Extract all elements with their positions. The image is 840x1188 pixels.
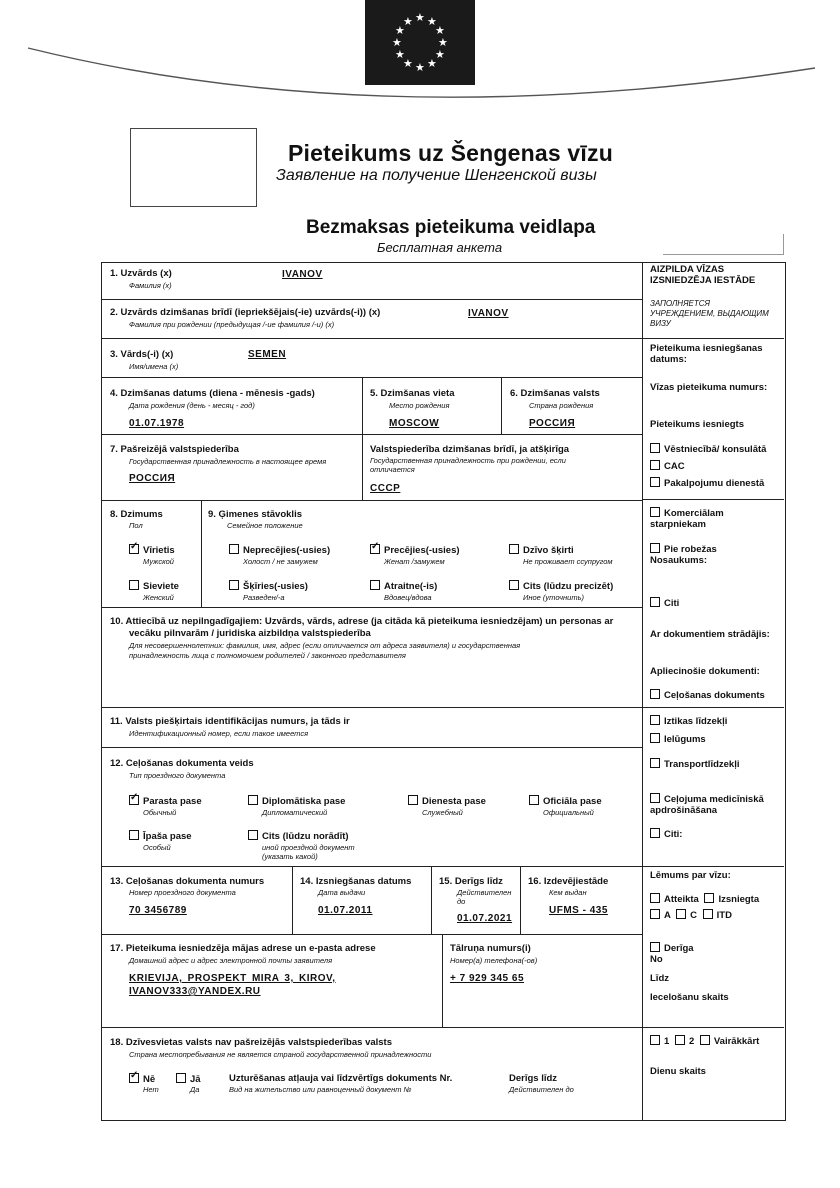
marital-divorced-ru: Разведен/-а	[243, 593, 285, 602]
first-name-value[interactable]: SEMEN	[248, 349, 287, 360]
permit-label: Uzturēšanas atļauja vai līdzvērtīgs dokuments Nr.	[229, 1073, 453, 1084]
marital-other-option[interactable]: Cits (lūdzu precizēt)	[509, 580, 613, 593]
field-3-label: 3. Vārds(-i) (x)	[110, 349, 174, 360]
checkbox-icon[interactable]	[650, 477, 660, 487]
permit-valid-label: Derīgs līdz	[509, 1073, 558, 1084]
doc-ordinary-option[interactable]: ✓Parasta pase	[129, 795, 202, 808]
checkbox-icon[interactable]	[650, 543, 660, 553]
field-7b-label-ru1: Государственная принадлежность при рождении, если	[370, 456, 566, 465]
marital-single-ru: Холост / не замужем	[243, 557, 318, 566]
field-10-ru-2: принадлежность лица с полномочием родителей / законного представителя	[129, 651, 406, 660]
days-label: Dienu skaits	[650, 1066, 706, 1077]
field-2-label: 2. Uzvārds dzimšanas brīdī (iepriekšējais(-ie) uzvārds(-i)) (x)	[110, 307, 381, 318]
supporting-docs-label: Apliecinošie dokumenti:	[650, 666, 760, 677]
field-9-label-ru: Семейное положение	[227, 521, 303, 530]
permit-label-ru: Вид на жительство или равноценный документ №	[229, 1085, 412, 1094]
checkbox-icon[interactable]	[650, 507, 660, 517]
doc-diplomatic-ru: Дипломатический	[262, 808, 328, 817]
field-12-label-ru: Тип проездного документа	[129, 771, 226, 780]
checkbox-icon[interactable]	[704, 893, 714, 903]
page-subtitle: Bezmaksas pieteikuma veidlapa	[306, 217, 596, 238]
sex-female-option[interactable]: Sieviete	[129, 580, 179, 593]
field-15-label: 15. Derīgs līdz	[439, 876, 503, 887]
valid-option[interactable]: Derīga	[650, 942, 694, 955]
marital-married-ru: Женат /замужем	[384, 557, 445, 566]
field-5-label-ru: Место рождения	[389, 401, 450, 410]
field-16-label-ru: Кем выдан	[549, 888, 587, 897]
embassy-option[interactable]: Vēstniecībā/ konsulātā	[650, 443, 766, 456]
field-11-label: 11. Valsts piešķirtais identifikācijas numurs, ja tāds ir	[110, 716, 350, 727]
residence-no-ru: Нет	[143, 1085, 159, 1094]
birth-nationality-value[interactable]: СССР	[370, 483, 401, 494]
means-option[interactable]: Iztikas līdzekļi	[650, 715, 727, 728]
doc-other-ru-1: иной проездной документ	[262, 843, 355, 852]
phone-label-ru: Номер(а) телефона(-ов)	[450, 956, 538, 965]
birth-surname-value[interactable]: IVANOV	[468, 308, 509, 319]
checkbox-checked-icon[interactable]	[129, 1073, 139, 1083]
field-8-label-ru: Пол	[129, 521, 143, 530]
birth-place-value[interactable]: MOSCOW	[389, 418, 440, 429]
commercial-label-2: starpniekam	[650, 519, 706, 530]
field-6-label-ru: Страна рождения	[529, 401, 594, 410]
checkbox-icon[interactable]	[650, 909, 660, 919]
entries-multiple-label: Vairākkārt	[713, 1036, 760, 1047]
email-value[interactable]: IVANOV333@YANDEX.RU	[129, 986, 261, 997]
sex-male-ru: Мужской	[143, 557, 174, 566]
checkbox-icon[interactable]	[529, 795, 539, 805]
doc-official-ru: Официальный	[543, 808, 594, 817]
doc-ordinary-ru: Обычный	[143, 808, 177, 817]
field-10-ru-1: Для несовершеннолетних: фамилия, имя, адрес (если отличается от адреса заявителя) и государственная	[129, 641, 521, 650]
field-10-label-2: vecāku pilnvarām / juridiska aizbildņa valstspiederība	[129, 628, 371, 639]
doc-official-option[interactable]: Oficiāla pase	[529, 795, 602, 808]
photo-box	[130, 128, 257, 207]
field-8-label: 8. Dzimums	[110, 509, 163, 520]
field-13-label: 13. Ceļošanas dokumenta numurs	[110, 876, 265, 887]
doc-number-value[interactable]: 70 3456789	[129, 905, 187, 916]
valid-from-label: No	[650, 954, 663, 965]
travel-doc-option[interactable]: Ceļošanas dokuments	[650, 689, 765, 702]
checkbox-icon[interactable]	[650, 1035, 660, 1045]
field-2-label-ru: Фамилия при рождении (предыдущая /-ие фамилия /-и) (x)	[129, 320, 335, 329]
type-a-label: A	[664, 910, 671, 921]
doc-special-option[interactable]: Īpaša pase	[129, 830, 192, 843]
checkbox-checked-icon[interactable]	[129, 544, 139, 554]
doc-other-ru-2: (указать какой)	[262, 852, 318, 861]
checkbox-checked-icon[interactable]	[129, 795, 139, 805]
sex-female-ru: Женский	[143, 593, 174, 602]
checkbox-icon[interactable]	[229, 580, 239, 590]
marital-widow-ru: Вдовец/вдова	[384, 593, 432, 602]
residence-yes-option[interactable]: Jā	[176, 1073, 201, 1086]
checkbox-icon[interactable]	[176, 1073, 186, 1083]
entries-2-label: 2	[688, 1036, 695, 1047]
submitted-at-label: Pieteikums iesniegts	[650, 419, 744, 430]
field-6-label: 6. Dzimšanas valsts	[510, 388, 600, 399]
field-7-label-ru: Государственная принадлежность в настоящее время	[129, 457, 327, 466]
checkbox-icon[interactable]	[700, 1035, 710, 1045]
decision-label: Lēmums par vīzu:	[650, 870, 731, 881]
field-15-label-ru1: Действителен	[457, 888, 512, 897]
doc-service-option[interactable]: Dienesta pase	[408, 795, 486, 808]
permit-valid-ru: Действителен до	[509, 1085, 574, 1094]
type-ltd-label: ITD	[716, 910, 732, 921]
field-15-label-ru2: до	[457, 897, 466, 906]
phone-value[interactable]: + 7 929 345 65	[450, 973, 525, 984]
insurance-label-2: apdrošināšana	[650, 805, 718, 816]
field-14-label-ru: Дата выдачи	[318, 888, 366, 897]
checkbox-icon[interactable]	[248, 795, 258, 805]
nationality-value[interactable]: РОССИЯ	[129, 473, 176, 484]
commercial-option[interactable]: Komerciālam	[650, 507, 724, 520]
residence-no-option[interactable]: ✓Nē	[129, 1073, 155, 1086]
others-option[interactable]: Citi:	[650, 828, 682, 841]
field-11-label-ru: Идентификационный номер, если такое имеется	[129, 729, 309, 738]
field-17-label: 17. Pieteikuma iesniedzēja mājas adrese un e-pasta adrese	[110, 943, 376, 954]
birth-country-value[interactable]: РОССИЯ	[529, 418, 576, 429]
surname-value[interactable]: IVANOV	[282, 269, 323, 280]
residence-yes-ru: Да	[190, 1085, 200, 1094]
field-4-label-ru: Дата рождения (день - месяц - год)	[129, 401, 255, 410]
checkbox-icon[interactable]	[650, 942, 660, 952]
sex-male-option[interactable]: ✓Vīrietis	[129, 544, 175, 557]
checkbox-icon[interactable]	[650, 828, 660, 838]
decision-options-row-2	[650, 909, 732, 922]
doc-special-ru: Особый	[143, 843, 171, 852]
checkbox-icon[interactable]	[650, 460, 660, 470]
checkbox-icon[interactable]	[129, 580, 139, 590]
field-4-label: 4. Dzimšanas datums (diena - mēnesis -gads)	[110, 388, 315, 399]
field-13-label-ru: Номер проездного документа	[129, 888, 236, 897]
field-14-label: 14. Izsniegšanas datums	[300, 876, 412, 887]
field-17-label-ru: Домашний адрес и адрес электронной почты заявителя	[129, 956, 333, 965]
cac-option[interactable]: CAC	[650, 460, 685, 473]
checkbox-icon[interactable]	[509, 544, 519, 554]
invitation-option[interactable]: Ielūgums	[650, 733, 706, 746]
field-10-label-1: 10. Attiecībā uz nepilngadīgajiem: Uzvārds, vārds, adrese (ja citāda kā pieteikuma iesniedzējam) un personas ar	[110, 616, 614, 627]
marital-other-ru: Иное (уточнить)	[523, 593, 585, 602]
issued-by-value[interactable]: UFMS - 435	[549, 905, 608, 916]
field-7b-label: Valstspiederība dzimšanas brīdī, ja atšķirīga	[370, 444, 570, 455]
provider-option[interactable]: Pakalpojumu dienestā	[650, 477, 764, 490]
checkbox-icon[interactable]	[675, 1035, 685, 1045]
field-9-label: 9. Ģimenes stāvoklis	[208, 509, 302, 520]
doc-service-ru: Служебный	[422, 808, 463, 817]
application-date-label-1: Pieteikuma iesniegšanas	[650, 343, 763, 354]
marital-divorced-option[interactable]: Šķīries(-usies)	[229, 580, 308, 593]
field-18-label: 18. Dzīvesvietas valsts nav pašreizējās valstspiederības valsts	[110, 1037, 393, 1048]
doc-diplomatic-option[interactable]: Diplomātiska pase	[248, 795, 345, 808]
entries-options	[650, 1035, 759, 1048]
entries-1-label: 1	[664, 1036, 670, 1047]
refused-label: Atteikta	[664, 894, 699, 905]
checkbox-icon[interactable]	[509, 580, 519, 590]
stamp-mark	[663, 234, 784, 255]
checkbox-icon[interactable]	[650, 758, 660, 768]
field-7-label: 7. Pašreizējā valstspiederība	[110, 444, 239, 455]
checkbox-icon[interactable]	[650, 733, 660, 743]
marital-widow-option[interactable]: Atraitne(-is)	[370, 580, 437, 593]
valid-until-value[interactable]: 01.07.2021	[457, 913, 513, 924]
marital-separated-option[interactable]: Dzīvo šķirti	[509, 544, 574, 557]
checkbox-icon[interactable]	[248, 830, 258, 840]
field-16-label: 16. Izdevējiestāde	[528, 876, 609, 887]
field-1-label: 1. Uzvārds (x)	[110, 268, 172, 279]
checkbox-icon[interactable]	[650, 715, 660, 725]
checkbox-icon[interactable]	[650, 597, 660, 607]
birth-date-value[interactable]: 01.07.1978	[129, 418, 185, 429]
checkbox-icon[interactable]	[650, 443, 660, 453]
header-curve	[0, 40, 840, 120]
checkbox-icon[interactable]	[229, 544, 239, 554]
application-number-label: Vīzas pieteikuma numurs:	[650, 382, 768, 393]
issued-label: Izsniegta	[718, 894, 760, 905]
page-title: Pieteikums uz Šengenas vīzu	[288, 140, 613, 166]
border-option[interactable]: Pie robežas	[650, 543, 717, 556]
doc-other-option[interactable]: Cits (lūdzu norādīt)	[248, 830, 349, 843]
authority-title-1: AIZPILDA VĪZAS	[650, 264, 725, 275]
checkbox-icon[interactable]	[703, 909, 713, 919]
field-1-label-ru: Фамилия (x)	[129, 281, 172, 290]
field-7b-label-ru2: отличается	[370, 465, 415, 474]
insurance-option[interactable]: Ceļojuma medicīniskā	[650, 793, 764, 806]
checkbox-icon[interactable]	[650, 793, 660, 803]
page-subtitle-ru: Бесплатная анкета	[377, 240, 503, 255]
authority-title-ru-1: ЗАПОЛНЯЕТСЯ	[650, 299, 710, 308]
page-title-ru: Заявление на получение Шенгенской визы	[276, 167, 597, 184]
other-option[interactable]: Citi	[650, 597, 679, 610]
field-3-label-ru: Имя/имена (x)	[129, 362, 179, 371]
marital-separated-ru: Не проживает ссупругом	[523, 557, 613, 566]
checkbox-icon[interactable]	[676, 909, 686, 919]
issue-date-value[interactable]: 01.07.2011	[318, 905, 373, 916]
entries-label: Iecelošanu skaits	[650, 992, 729, 1003]
border-name-label: Nosaukums:	[650, 555, 708, 566]
marital-single-option[interactable]: Neprecējies(-usies)	[229, 544, 330, 557]
checkbox-icon[interactable]	[129, 830, 139, 840]
transport-option[interactable]: Transportlīdzekļi	[650, 758, 740, 771]
checkbox-icon[interactable]	[650, 689, 660, 699]
type-c-label: C	[690, 910, 698, 921]
field-5-label: 5. Dzimšanas vieta	[370, 388, 455, 399]
authority-title-2: IZSNIEDZĒJA IESTĀDE	[650, 275, 756, 286]
eu-flag: ★ ★ ★ ★ ★ ★ ★ ★ ★ ★ ★ ★	[365, 0, 475, 85]
checkbox-icon[interactable]	[650, 893, 660, 903]
checkbox-icon[interactable]	[370, 580, 380, 590]
valid-until-label: Līdz	[650, 973, 669, 984]
field-12-label: 12. Ceļošanas dokumenta veids	[110, 758, 254, 769]
field-18-label-ru: Страна местопребывания не является страной государственной принадлежности	[129, 1050, 432, 1059]
phone-label: Tālruņa numurs(i)	[450, 943, 531, 954]
application-date-label-2: datums:	[650, 354, 687, 365]
authority-title-ru-2: УЧРЕЖДЕНИЕМ, ВЫДАЮЩИМ	[650, 309, 769, 318]
address-value[interactable]: KRIEVIJA, PROSPEKT MIRA 3, KIROV,	[129, 973, 336, 984]
handled-by-label: Ar dokumentiem strādājis:	[650, 629, 770, 640]
checkbox-checked-icon[interactable]	[370, 544, 380, 554]
decision-options-row-1	[650, 893, 759, 906]
checkbox-icon[interactable]	[408, 795, 418, 805]
authority-title-ru-3: ВИЗУ	[650, 319, 671, 328]
marital-married-option[interactable]: ✓Precējies(-usies)	[370, 544, 460, 557]
